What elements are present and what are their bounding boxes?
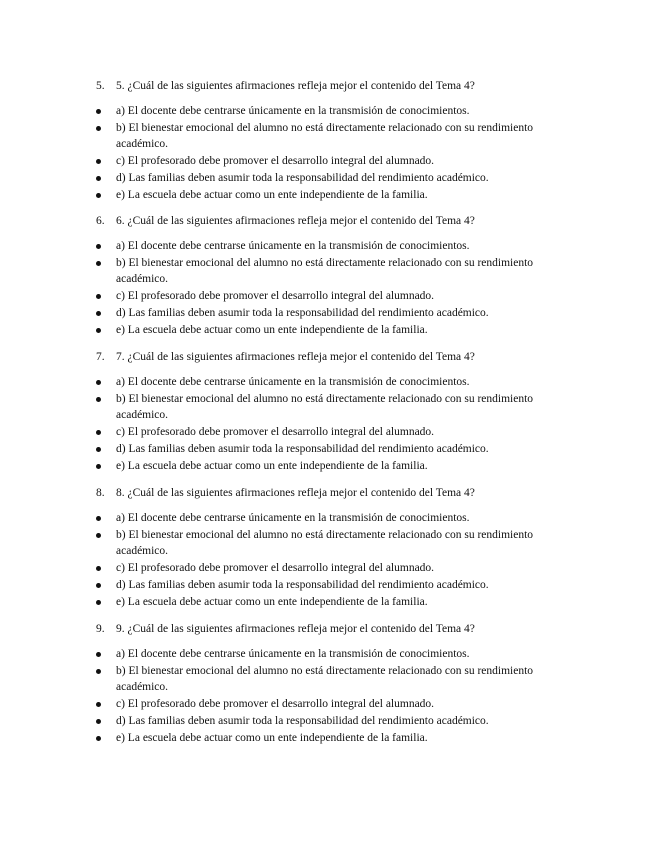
option-c [0,696,536,712]
option-text: e) La escuela debe actuar como un ente independiente de la familia. [116,732,428,744]
option-text: d) Las familias deben asumir toda la responsabilidad del rendimiento académico. [116,172,489,184]
option-list [0,103,536,204]
question-text: 9. ¿Cuál de las siguientes afirmaciones refleja mejor el contenido del Tema 4? [116,623,475,635]
option-text: d) Las familias deben asumir toda la responsabilidad del rendimiento académico. [116,307,489,319]
option-b [0,391,536,423]
option-d [0,441,536,457]
question-text: 7. ¿Cuál de las siguientes afirmaciones refleja mejor el contenido del Tema 4? [116,351,475,363]
option-a [0,374,536,390]
question-header [96,350,475,365]
question-header [96,79,475,94]
bullet-icon [96,600,101,605]
option-text: e) La escuela debe actuar como un ente independiente de la familia. [116,460,428,472]
bullet-icon [96,126,101,131]
question-number: 8. [96,487,105,499]
bullet-icon [96,516,101,521]
option-b [0,120,536,152]
option-text: e) La escuela debe actuar como un ente independiente de la familia. [116,596,428,608]
bullet-icon [96,109,101,114]
bullet-icon [96,464,101,469]
bullet-icon [96,311,101,316]
option-c [0,424,536,440]
bullet-icon [96,430,101,435]
option-text: b) El bienestar emocional del alumno no está directamente relacionado con su rendimiento académico. [116,529,534,557]
question-text: 5. ¿Cuál de las siguientes afirmaciones refleja mejor el contenido del Tema 4? [116,80,475,92]
option-list [0,510,536,611]
option-d [0,170,536,186]
option-list [0,374,536,475]
bullet-icon [96,397,101,402]
bullet-icon [96,533,101,538]
bullet-icon [96,702,101,707]
option-c [0,288,536,304]
option-text: a) El docente debe centrarse únicamente en la transmisión de conocimientos. [116,105,470,117]
option-d [0,305,536,321]
option-d [0,713,536,729]
bullet-icon [96,380,101,385]
option-text: c) El profesorado debe promover el desarrollo integral del alumnado. [116,562,435,574]
bullet-icon [96,669,101,674]
bullet-icon [96,736,101,741]
question-number: 9. [96,623,105,635]
option-c [0,153,536,169]
option-text: c) El profesorado debe promover el desarrollo integral del alumnado. [116,426,435,438]
option-a [0,103,536,119]
option-c [0,560,536,576]
option-a [0,238,536,254]
option-text: a) El docente debe centrarse únicamente en la transmisión de conocimientos. [116,376,470,388]
bullet-icon [96,447,101,452]
option-text: b) El bienestar emocional del alumno no está directamente relacionado con su rendimiento académico. [116,393,534,421]
option-text: e) La escuela debe actuar como un ente independiente de la familia. [116,189,428,201]
option-text: e) La escuela debe actuar como un ente independiente de la familia. [116,324,428,336]
bullet-icon [96,261,101,266]
question-text: 6. ¿Cuál de las siguientes afirmaciones refleja mejor el contenido del Tema 4? [116,215,475,227]
question-number: 7. [96,351,105,363]
option-a [0,646,536,662]
option-e [0,594,536,610]
bullet-icon [96,176,101,181]
option-text: d) Las familias deben asumir toda la responsabilidad del rendimiento académico. [116,579,489,591]
option-b [0,527,536,559]
option-text: b) El bienestar emocional del alumno no está directamente relacionado con su rendimiento académico. [116,122,534,150]
option-text: a) El docente debe centrarse únicamente en la transmisión de conocimientos. [116,512,470,524]
question-text: 8. ¿Cuál de las siguientes afirmaciones refleja mejor el contenido del Tema 4? [116,487,475,499]
option-text: a) El docente debe centrarse únicamente en la transmisión de conocimientos. [116,240,470,252]
option-text: d) Las familias deben asumir toda la responsabilidad del rendimiento académico. [116,715,489,727]
bullet-icon [96,566,101,571]
option-text: a) El docente debe centrarse únicamente en la transmisión de conocimientos. [116,648,470,660]
bullet-icon [96,583,101,588]
bullet-icon [96,193,101,198]
option-text: b) El bienestar emocional del alumno no está directamente relacionado con su rendimiento académico. [116,257,534,285]
option-list [0,238,536,339]
bullet-icon [96,719,101,724]
question-header [96,214,475,229]
bullet-icon [96,294,101,299]
option-b [0,255,536,287]
option-e [0,187,536,203]
bullet-icon [96,159,101,164]
option-e [0,730,536,746]
question-number: 6. [96,215,105,227]
option-b [0,663,536,695]
option-d [0,577,536,593]
option-text: b) El bienestar emocional del alumno no está directamente relacionado con su rendimiento académico. [116,665,534,693]
option-e [0,458,536,474]
option-text: c) El profesorado debe promover el desarrollo integral del alumnado. [116,698,435,710]
question-header [96,622,475,637]
question-number: 5. [96,80,105,92]
bullet-icon [96,244,101,249]
option-list [0,646,536,747]
option-e [0,322,536,338]
option-a [0,510,536,526]
bullet-icon [96,652,101,657]
option-text: d) Las familias deben asumir toda la responsabilidad del rendimiento académico. [116,443,489,455]
bullet-icon [96,328,101,333]
option-text: c) El profesorado debe promover el desarrollo integral del alumnado. [116,290,435,302]
question-header [96,486,475,501]
option-text: c) El profesorado debe promover el desarrollo integral del alumnado. [116,155,435,167]
